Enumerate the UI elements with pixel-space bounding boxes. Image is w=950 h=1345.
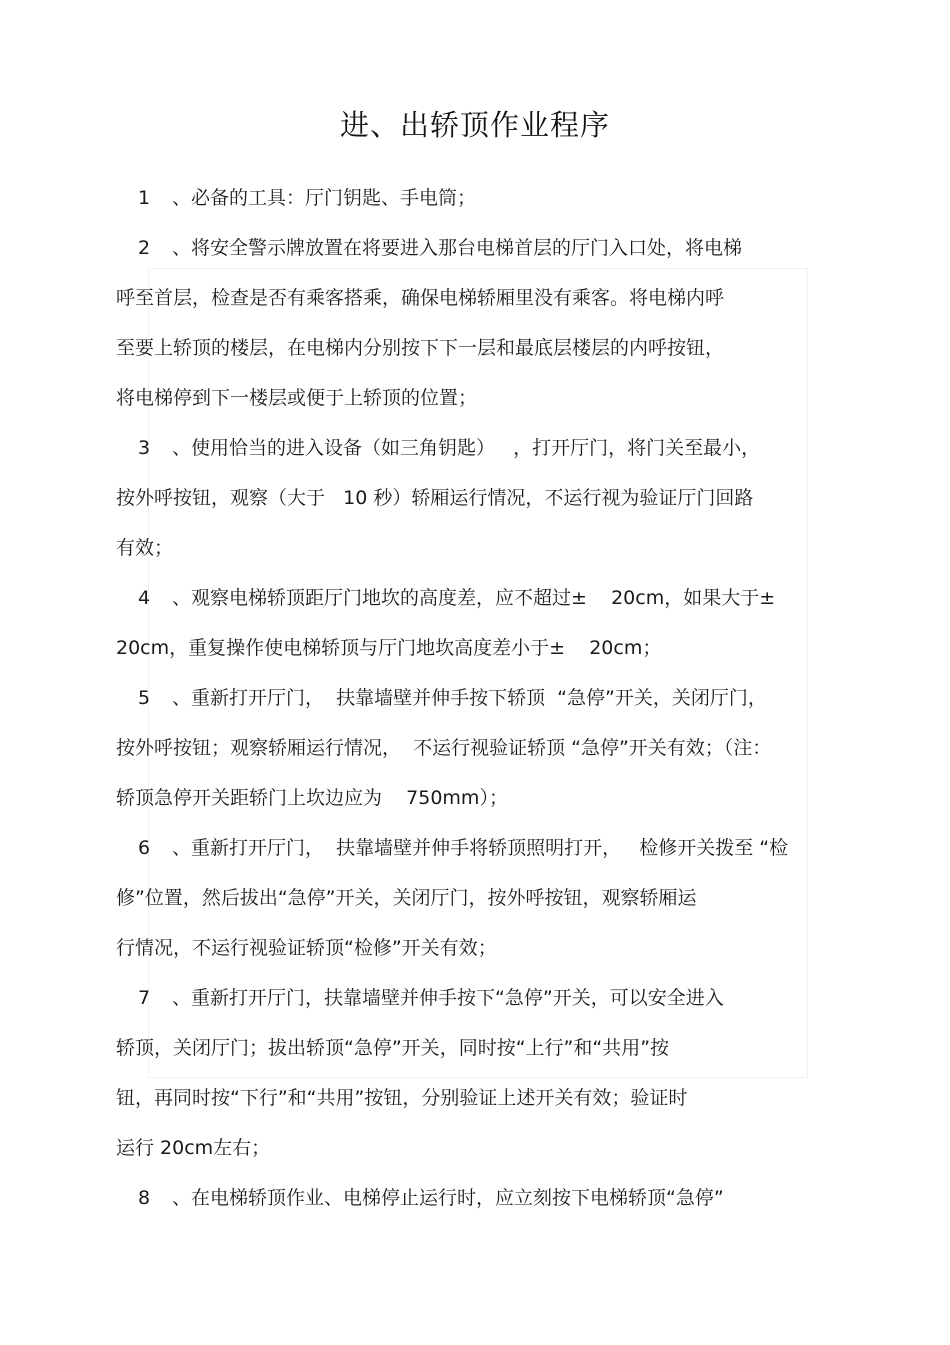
line-text: 、将安全警示牌放置在将要进入那台电梯首层的厅门入口处，将电梯 [172,237,743,259]
item-number: 4 [138,587,151,609]
continuation-line [116,485,753,511]
line-text: 轿顶急停开关距轿门上坎边应为 750mm）； [116,787,508,809]
numbered-line [138,985,724,1011]
line-text: 、必备的工具：厅门钥匙、手电筒； [172,187,477,209]
continuation-line [116,385,477,411]
line-text: 轿顶，关闭厅门；拔出轿顶“急停”开关，同时按“上行”和“共用”按 [116,1037,670,1059]
line-text: 20cm，重复操作使电梯轿顶与厅门地坎高度差小于± 20cm； [116,637,662,659]
numbered-line [138,585,775,611]
line-text: 将电梯停到下一楼层或便于上轿顶的位置； [116,387,478,409]
item-number: 6 [138,837,151,859]
line-text: 至要上轿顶的楼层，在电梯内分别按下下一层和最底层楼层的内呼按钮， [116,337,725,359]
continuation-line [116,1035,669,1061]
item-number: 1 [138,187,151,209]
line-text: 呼至首层，检查是否有乘客搭乘，确保电梯轿厢里没有乘客。将电梯内呼 [116,287,725,309]
item-number: 2 [138,237,151,259]
line-text: 、重新打开厅门，扶靠墙壁并伸手按下“急停”开关，可以安全进入 [172,987,724,1009]
item-number: 7 [138,987,151,1009]
continuation-line [116,1085,687,1111]
continuation-line [116,1135,270,1161]
numbered-line [138,235,742,261]
numbered-line [138,1185,724,1211]
line-text: 修”位置，然后拔出“急停”开关，关闭厅门，按外呼按钮，观察轿厢运 [116,887,697,909]
line-text: 行情况，不运行视验证轿顶“检修”开关有效； [116,937,497,959]
continuation-line [116,885,697,911]
item-number: 5 [138,687,151,709]
continuation-line [116,785,508,811]
continuation-line [116,935,497,961]
line-text: 、观察电梯轿顶距厅门地坎的高度差，应不超过± 20cm，如果大于± [172,587,776,609]
continuation-line [116,735,771,761]
line-text: 、重新打开厅门， 扶靠墙壁并伸手按下轿顶 “急停”开关，关闭厅门， [172,687,767,709]
numbered-line [138,435,760,461]
line-text: 、使用恰当的进入设备（如三角钥匙） ，打开厅门，将门关至最小， [172,437,761,459]
continuation-line [116,335,724,361]
continuation-line [116,285,724,311]
line-text: 按外呼按钮；观察轿厢运行情况， 不运行视验证轿顶 “急停”开关有效；（注： [116,737,772,759]
numbered-line [138,835,788,861]
numbered-line [138,685,767,711]
line-text: 运行 20cm左右； [116,1137,271,1159]
line-text: 、重新打开厅门， 扶靠墙壁并伸手将轿顶照明打开， 检修开关拨至 “检 [172,837,789,859]
line-text: 有效； [116,537,174,559]
numbered-line [138,185,476,211]
continuation-line [116,635,661,661]
item-number: 8 [138,1187,151,1209]
line-text: 按外呼按钮，观察（大于 10 秒）轿厢运行情况，不运行视为验证厅门回路 [116,487,754,509]
line-text: 、在电梯轿顶作业、电梯停止运行时，应立刻按下电梯轿顶“急停” [172,1187,724,1209]
line-text: 钮，再同时按“下行”和“共用”按钮，分别验证上述开关有效；验证时 [116,1087,688,1109]
page-title: 进、出轿顶作业程序 [339,108,610,142]
continuation-line [116,535,173,561]
item-number: 3 [138,437,151,459]
